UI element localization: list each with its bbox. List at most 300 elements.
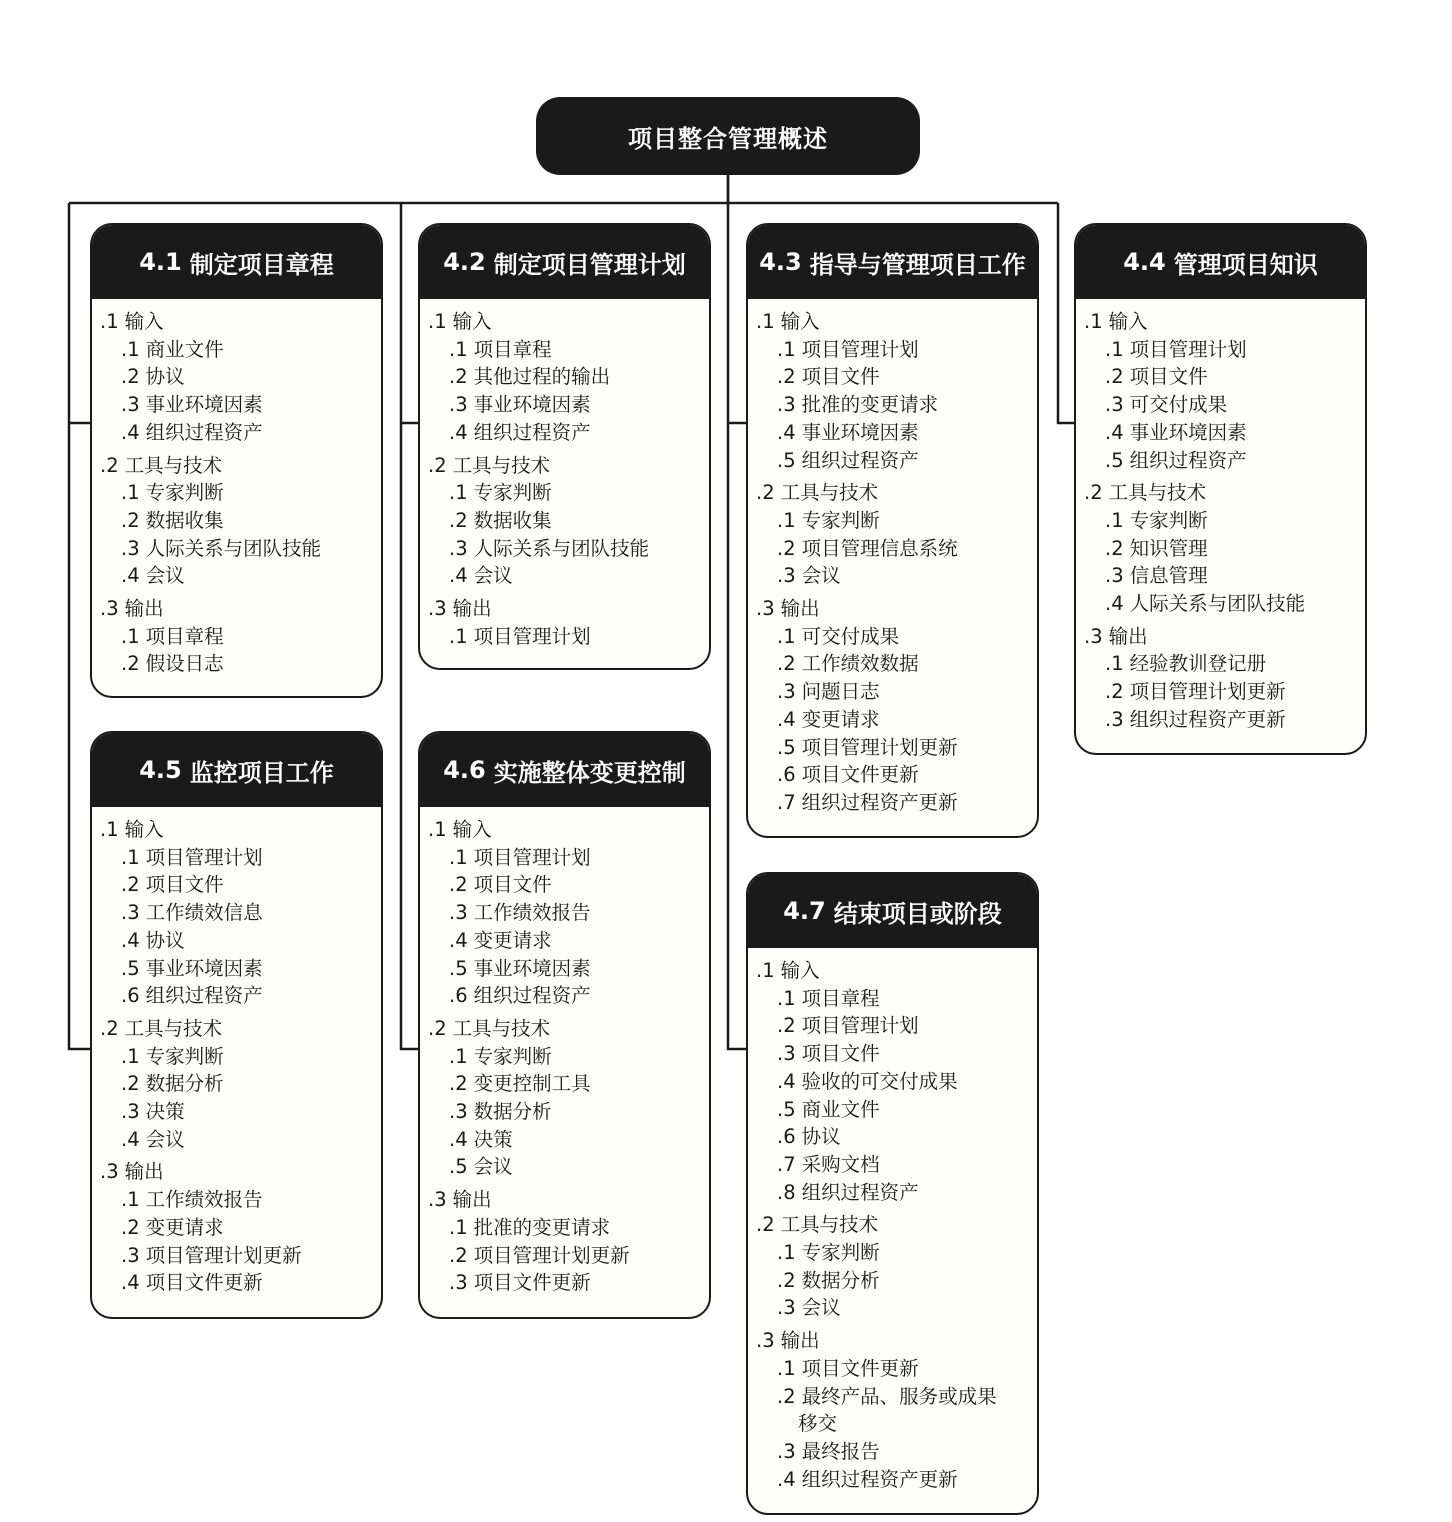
root-node [536,97,920,175]
item-number: .2 [777,652,796,676]
process-title: 制定项目管理计划 [493,250,686,279]
item-text: 项目文件更新 [801,1356,919,1380]
item-number: .3 [449,1271,468,1295]
list-item [428,982,709,1010]
process-box-4-3 [746,223,1039,838]
item-text: 假设日志 [145,652,224,676]
section-label: 输出 [780,597,820,621]
section-inputs [756,957,1037,1206]
section-outputs [100,1158,381,1297]
list-item [1084,590,1365,618]
list-item [100,1269,381,1297]
item-number: .2 [777,536,796,560]
item-number: .2 [777,1014,796,1038]
section-label: 输出 [452,1188,492,1212]
process-header [420,225,709,299]
list-item [100,419,381,447]
section-outputs [756,595,1037,817]
section-title [100,308,381,336]
process-box-4-2 [418,223,711,670]
section-label: 输出 [124,597,164,621]
list-item [756,623,1037,651]
section-title [100,452,381,480]
item-number: .1 [449,481,468,505]
section-number: .3 [756,597,775,621]
process-box-4-7 [746,872,1039,1515]
item-text: 工作绩效报告 [145,1188,263,1212]
section-label: 工具与技术 [452,1016,551,1040]
item-text: 会议 [801,564,841,588]
section-inputs [428,308,709,447]
section-number: .1 [100,310,119,333]
item-text: 信息管理 [1129,564,1208,588]
process-title: 指导与管理项目工作 [809,250,1026,279]
section-label: 输入 [124,310,164,333]
list-item [428,1098,709,1126]
item-text: 组织过程资产 [145,420,263,444]
item-number: .1 [449,624,468,648]
list-item [756,1179,1037,1207]
item-number: .5 [121,956,140,980]
item-number: .5 [449,1155,468,1179]
list-item [428,899,709,927]
item-number: .3 [777,1439,796,1463]
item-text: 数据分析 [473,1100,552,1124]
item-text: 变更请求 [473,928,552,952]
item-text: 商业文件 [145,337,224,361]
section-title [100,1158,381,1186]
process-header [1076,225,1365,299]
list-item [428,927,709,955]
item-text: 会议 [473,564,513,588]
item-text: 组织过程资产更新 [801,1467,958,1491]
process-body [92,807,381,1310]
list-item [100,650,381,678]
item-text: 组织过程资产 [473,420,591,444]
section-inputs [428,816,709,1010]
list-item [756,1355,1037,1383]
list-item [428,562,709,590]
item-text: 其他过程的输出 [473,365,611,389]
section-title [100,816,381,844]
section-inputs [100,816,381,1010]
list-item [428,535,709,563]
section-number: .2 [100,453,119,477]
process-number: 4.3 [759,248,802,276]
list-item [100,1214,381,1242]
item-number: .5 [777,735,796,759]
item-text: 事业环境因素 [1129,420,1247,444]
item-text: 项目文件 [801,1042,880,1066]
list-item [100,623,381,651]
section-title [756,957,1037,985]
item-number: .2 [121,1215,140,1239]
item-number: .6 [777,763,796,787]
section-title [428,308,709,336]
list-item [756,507,1037,535]
section-inputs [100,308,381,447]
list-item [1084,363,1365,391]
item-text: 数据分析 [801,1268,880,1292]
section-number: .1 [428,310,447,333]
item-text: 专家判断 [801,1241,880,1265]
list-item [756,1123,1037,1151]
item-text: 工作绩效数据 [801,652,919,676]
item-text: 会议 [145,1127,185,1151]
item-text: 项目章程 [145,624,224,648]
list-item [1084,507,1365,535]
section-title [428,1186,709,1214]
item-number: .2 [777,365,796,389]
section-title [100,595,381,623]
list-item [428,844,709,872]
list-item [428,1043,709,1071]
item-number: .3 [449,1100,468,1124]
item-text: 项目文件更新 [145,1271,263,1295]
section-number: .3 [100,597,119,621]
list-item [756,761,1037,789]
item-number: .1 [777,1241,796,1265]
item-text: 项目管理计划更新 [473,1243,630,1267]
item-number: .1 [777,337,796,361]
section-outputs [100,595,381,678]
list-item [756,1294,1037,1322]
list-item [100,562,381,590]
item-number: .1 [777,986,796,1010]
item-number: .3 [777,680,796,704]
list-item [756,562,1037,590]
process-box-4-4 [1074,223,1367,755]
list-item [100,844,381,872]
process-body [420,807,709,1310]
item-text: 可交付成果 [801,624,900,648]
section-title [1084,623,1365,651]
item-number: .4 [777,1069,796,1093]
item-number: .2 [777,1268,796,1292]
list-item [1084,706,1365,734]
list-item [756,391,1037,419]
list-item [756,985,1037,1013]
list-item [428,391,709,419]
section-tools-and-techniques [428,1015,709,1181]
list-item [1084,535,1365,563]
item-text: 项目管理计划 [801,1014,919,1038]
list-item [1084,447,1365,475]
process-number: 4.7 [783,897,826,925]
section-title [756,479,1037,507]
section-number: .1 [1084,310,1103,333]
list-item [1084,650,1365,678]
item-text: 专家判断 [145,481,224,505]
list-item [756,1151,1037,1179]
item-text: 会议 [801,1296,841,1320]
branch-4-4-line [1058,203,1074,423]
process-title: 实施整体变更控制 [493,758,686,787]
item-text: 专家判断 [801,508,880,532]
section-label: 输出 [452,597,492,621]
root-title: 项目整合管理概述 [628,124,828,153]
item-number: .2 [121,652,140,676]
item-text: 会议 [473,1155,513,1179]
item-number: .7 [777,790,796,814]
item-text: 项目管理计划更新 [145,1243,302,1267]
section-number: .2 [1084,481,1103,505]
item-number: .6 [449,984,468,1008]
item-number: .4 [121,420,140,444]
item-number: .3 [777,1042,796,1066]
item-number: .1 [1105,337,1124,361]
item-number: .2 [449,1072,468,1096]
item-text: 专家判断 [1129,508,1208,532]
list-item [100,363,381,391]
process-number: 4.2 [443,248,486,276]
list-item [100,507,381,535]
list-item [1084,391,1365,419]
list-item [100,336,381,364]
process-box-4-6 [418,731,711,1319]
section-label: 工具与技术 [452,453,551,477]
section-label: 工具与技术 [780,481,879,505]
item-text: 专家判断 [473,1044,552,1068]
item-text: 协议 [801,1125,841,1149]
item-number: .1 [1105,508,1124,532]
item-number: .2 [1105,536,1124,560]
list-item [756,336,1037,364]
item-number: .3 [449,536,468,560]
item-number: .4 [1105,420,1124,444]
section-number: .1 [100,818,119,841]
list-item [428,1214,709,1242]
section-outputs [428,595,709,650]
list-item [100,982,381,1010]
item-number: .4 [777,420,796,444]
list-item [100,1098,381,1126]
section-outputs [428,1186,709,1297]
list-item [756,535,1037,563]
item-text: 会议 [145,564,185,588]
section-label: 输入 [1108,310,1148,333]
left-trunk-line [69,203,90,1049]
item-text: 组织过程资产 [801,1180,919,1204]
item-number: .4 [121,1271,140,1295]
item-number: .1 [121,624,140,648]
item-text: 项目管理计划更新 [1129,680,1286,704]
section-title [1084,308,1365,336]
section-tools-and-techniques [428,452,709,591]
item-number: .1 [121,337,140,361]
process-body [748,948,1037,1506]
item-text: 变更控制工具 [473,1072,591,1096]
section-number: .1 [756,959,775,982]
list-item [756,447,1037,475]
section-number: .2 [428,1016,447,1040]
list-item [428,1126,709,1154]
item-number: .2 [1105,365,1124,389]
item-text: 项目管理计划 [1129,337,1247,361]
item-text: 工作绩效信息 [145,901,263,925]
section-number: .3 [428,597,447,621]
list-item [100,1043,381,1071]
process-title: 监控项目工作 [189,758,334,787]
section-inputs [1084,308,1365,474]
item-number: .2 [449,508,468,532]
item-number: .1 [777,624,796,648]
item-number: .6 [121,984,140,1008]
list-item [756,1466,1037,1494]
item-number: .5 [777,448,796,472]
item-number: .3 [449,393,468,417]
item-number: .1 [449,337,468,361]
item-number: .2 [1105,680,1124,704]
third-trunk-line [728,175,746,1049]
list-item [100,955,381,983]
section-number: .3 [756,1329,775,1353]
item-text: 最终报告 [801,1439,880,1463]
section-number: .3 [100,1160,119,1184]
process-body [1076,299,1365,747]
item-number: .1 [777,1356,796,1380]
item-number: .2 [121,365,140,389]
item-text: 项目管理计划 [145,845,263,869]
item-number: .5 [777,1097,796,1121]
item-number: .4 [449,928,468,952]
item-text: 变更请求 [801,707,880,731]
item-number: .4 [777,707,796,731]
item-number: .3 [777,564,796,588]
item-text: 决策 [145,1100,185,1124]
list-item [100,391,381,419]
item-number: .3 [121,1100,140,1124]
section-title [428,816,709,844]
item-number: .4 [449,1127,468,1151]
item-number: .4 [121,564,140,588]
section-number: .1 [756,310,775,333]
section-title [756,308,1037,336]
item-text: 专家判断 [145,1044,224,1068]
item-number: .8 [777,1180,796,1204]
item-number: .3 [121,901,140,925]
item-number: .1 [121,481,140,505]
item-number: .5 [449,956,468,980]
section-title [1084,479,1365,507]
section-label: 输入 [780,959,820,982]
section-title [756,1211,1037,1239]
list-item [1084,678,1365,706]
list-item [428,479,709,507]
section-tools-and-techniques [756,1211,1037,1322]
item-text: 事业环境因素 [145,956,263,980]
process-number: 4.5 [139,756,182,784]
item-text: 商业文件 [801,1097,880,1121]
item-number: .1 [121,1044,140,1068]
item-text-continued: 移交 [798,1412,838,1436]
section-tools-and-techniques [1084,479,1365,618]
process-header [92,225,381,299]
item-number: .4 [121,928,140,952]
item-number: .4 [449,564,468,588]
list-item [428,623,709,651]
process-title: 制定项目章程 [189,250,334,279]
list-item [100,871,381,899]
item-number: .4 [449,420,468,444]
item-text: 事业环境因素 [473,956,591,980]
section-label: 输入 [124,818,164,841]
item-number: .3 [777,393,796,417]
list-item [428,419,709,447]
item-text: 项目章程 [801,986,880,1010]
section-number: .1 [428,818,447,841]
list-item [756,1438,1037,1466]
list-item [428,363,709,391]
list-item [756,1383,1037,1438]
process-body [420,299,709,663]
item-text: 组织过程资产 [473,984,591,1008]
item-number: .4 [1105,592,1124,616]
section-label: 输出 [124,1160,164,1184]
item-text: 项目管理计划更新 [801,735,958,759]
item-text: 知识管理 [1129,536,1208,560]
section-number: .2 [756,1213,775,1237]
section-label: 输入 [452,818,492,841]
list-item [756,706,1037,734]
item-number: .2 [449,1243,468,1267]
list-item [1084,419,1365,447]
list-item [756,419,1037,447]
item-text: 项目管理计划 [473,624,591,648]
list-item [428,1242,709,1270]
section-outputs [756,1327,1037,1493]
item-text: 批准的变更请求 [473,1215,611,1239]
item-text: 项目文件 [801,365,880,389]
list-item [756,789,1037,817]
list-item [756,1096,1037,1124]
item-number: .4 [121,1127,140,1151]
item-text: 人际关系与团队技能 [1129,592,1306,616]
list-item [428,871,709,899]
section-outputs [1084,623,1365,734]
item-text: 事业环境因素 [145,393,263,417]
section-title [428,452,709,480]
item-text: 项目章程 [473,337,552,361]
item-text: 验收的可交付成果 [801,1069,958,1093]
process-body [748,299,1037,830]
item-number: .1 [1105,652,1124,676]
item-text: 项目文件 [145,873,224,897]
item-text: 人际关系与团队技能 [145,536,322,560]
item-text: 可交付成果 [1129,393,1228,417]
section-number: .3 [1084,624,1103,648]
item-text: 问题日志 [801,680,880,704]
section-label: 输出 [780,1329,820,1353]
item-text: 工作绩效报告 [473,901,591,925]
item-text: 协议 [145,928,185,952]
item-text: 经验教训登记册 [1129,652,1267,676]
item-text: 事业环境因素 [473,393,591,417]
list-item [756,1239,1037,1267]
process-box-4-5 [90,731,383,1319]
section-title [100,1015,381,1043]
list-item [100,899,381,927]
item-number: .3 [121,393,140,417]
item-text: 变更请求 [145,1215,224,1239]
process-box-4-1 [90,223,383,698]
list-item [100,535,381,563]
item-number: .2 [449,365,468,389]
list-item [1084,562,1365,590]
list-item [100,1070,381,1098]
item-text: 批准的变更请求 [801,393,939,417]
item-text: 项目管理信息系统 [801,536,958,560]
